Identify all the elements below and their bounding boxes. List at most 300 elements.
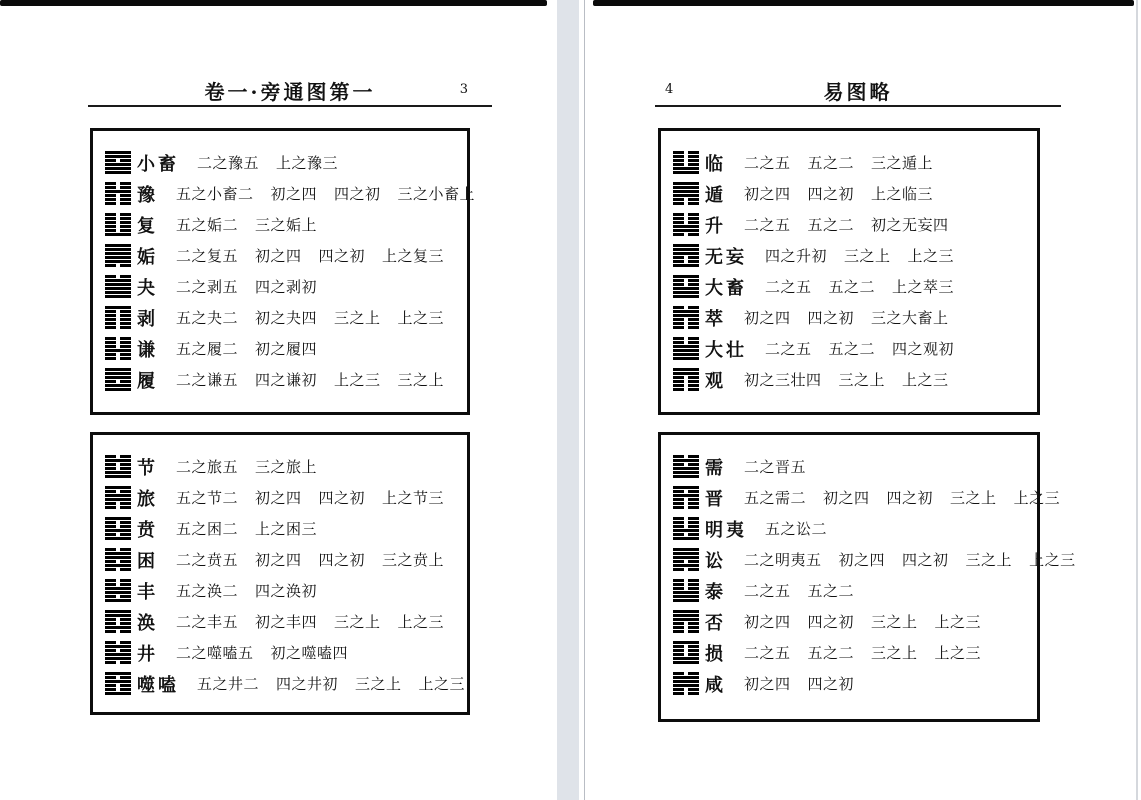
transformation-note: 三之姤上 xyxy=(255,216,318,234)
yin-line xyxy=(673,233,699,236)
table-row xyxy=(105,333,463,364)
transformation-note: 初之四 xyxy=(744,675,791,693)
yang-line xyxy=(105,279,131,282)
transformation-note: 四之初 xyxy=(902,551,949,569)
yin-line xyxy=(105,310,131,313)
transformation-note: 上之三 xyxy=(418,675,466,693)
transformation-notes xyxy=(176,549,444,570)
yin-line xyxy=(105,326,131,329)
hexagram-name: 咸 xyxy=(705,674,726,696)
yin-line xyxy=(673,533,699,536)
yang-line xyxy=(105,459,131,462)
yang-line xyxy=(105,626,131,629)
yin-line xyxy=(105,463,131,466)
yin-line xyxy=(673,502,699,505)
transformation-note: 三之上 xyxy=(871,613,918,631)
transformation-note: 初之四 xyxy=(838,551,886,569)
hexagram-icon xyxy=(105,337,131,360)
yin-line xyxy=(105,217,131,220)
transformation-note: 三之遁上 xyxy=(871,154,934,172)
yang-line xyxy=(673,676,699,679)
table-row xyxy=(105,147,463,178)
yin-line xyxy=(105,322,131,325)
hexagram-name: 旅 xyxy=(137,488,158,510)
yin-line xyxy=(105,380,131,383)
yang-line xyxy=(673,291,699,294)
transformation-note: 四之涣初 xyxy=(255,582,318,600)
yang-line xyxy=(105,692,131,695)
table-row xyxy=(673,668,1033,699)
transformation-note: 三之小畜上 xyxy=(397,185,476,203)
yang-line xyxy=(673,552,699,555)
transformation-note: 二之复五 xyxy=(176,247,239,265)
hexagram-icon xyxy=(673,151,699,174)
transformation-note: 三之旅上 xyxy=(255,458,318,476)
hexagram-name: 明夷 xyxy=(705,519,747,541)
yin-line xyxy=(105,264,131,267)
yang-line xyxy=(673,610,699,613)
hexagram-name: 复 xyxy=(137,215,158,237)
hexagram-name: 噬嗑 xyxy=(137,674,179,696)
yang-line xyxy=(673,194,699,197)
transformation-note: 三之大畜上 xyxy=(871,309,949,327)
yin-line xyxy=(105,688,131,691)
hexagram-name: 观 xyxy=(705,370,726,392)
yin-line xyxy=(105,560,131,563)
transformation-notes xyxy=(765,518,827,539)
yang-line xyxy=(105,283,131,286)
transformation-note: 五之困二 xyxy=(176,520,239,538)
transformation-note: 三之上 xyxy=(397,371,445,389)
yang-line xyxy=(673,353,699,356)
yang-line xyxy=(105,233,131,236)
hexagram-icon xyxy=(673,641,699,664)
page-title: 易图略 xyxy=(823,80,893,104)
transformation-note: 三之上 xyxy=(844,247,891,265)
hexagram-icon xyxy=(673,368,699,391)
yin-line xyxy=(105,595,131,598)
transformation-note: 初之噬嗑四 xyxy=(270,644,349,662)
yin-line xyxy=(673,626,699,629)
yang-line xyxy=(673,287,699,290)
yang-line xyxy=(673,229,699,232)
transformation-note: 三之上 xyxy=(334,309,381,327)
yang-line xyxy=(673,310,699,313)
hexagram-name: 需 xyxy=(705,457,726,479)
yang-line xyxy=(105,190,131,193)
table-row xyxy=(105,606,463,637)
table-row xyxy=(105,513,463,544)
hexagram-name: 萃 xyxy=(705,308,726,330)
transformation-note: 四之初 xyxy=(318,551,366,569)
yang-line xyxy=(673,368,699,371)
hexagram-icon xyxy=(673,275,699,298)
yin-line xyxy=(673,525,699,528)
yin-line xyxy=(105,506,131,509)
table-row xyxy=(105,637,463,668)
hexagram-name: 贲 xyxy=(137,519,158,541)
transformation-note: 五之节二 xyxy=(176,489,239,507)
hexagram-icon xyxy=(673,486,699,509)
yang-line xyxy=(673,556,699,559)
transformation-notes xyxy=(176,456,317,477)
transformation-note: 四之井初 xyxy=(276,675,339,693)
hexagram-icon xyxy=(673,337,699,360)
table-row xyxy=(105,668,466,699)
yang-line xyxy=(105,680,131,683)
yang-line xyxy=(673,252,699,255)
transformation-notes xyxy=(744,214,949,235)
yang-line xyxy=(673,475,699,478)
transformation-note: 初之四 xyxy=(744,185,791,203)
yang-line xyxy=(673,494,699,497)
yang-line xyxy=(673,248,699,251)
transformation-note: 上之困三 xyxy=(255,520,318,538)
yin-line xyxy=(673,649,699,652)
yin-line xyxy=(105,622,131,625)
transformation-note: 初之三壮四 xyxy=(744,371,822,389)
yin-line xyxy=(673,463,699,466)
transformation-notes xyxy=(744,580,854,601)
yin-line xyxy=(105,229,131,232)
hexagram-table xyxy=(658,432,1076,722)
yin-line xyxy=(673,221,699,224)
hexagram-name: 丰 xyxy=(137,581,158,603)
yin-line xyxy=(105,213,131,216)
yang-line xyxy=(105,645,131,648)
transformation-note: 二之贲五 xyxy=(176,551,239,569)
yang-line xyxy=(105,368,131,371)
yin-line xyxy=(105,502,131,505)
transformation-note: 上之三 xyxy=(1029,551,1076,569)
transformation-notes xyxy=(744,642,981,663)
table-row xyxy=(673,271,1033,302)
yang-line xyxy=(673,171,699,174)
page-title: 卷一·旁通图第一 xyxy=(204,80,376,104)
yang-line xyxy=(105,155,131,158)
yang-line xyxy=(673,537,699,540)
hexagram-name: 履 xyxy=(137,370,158,392)
transformation-note: 四之谦初 xyxy=(255,371,318,389)
yang-line xyxy=(673,591,699,594)
transformation-note: 三之上 xyxy=(838,371,886,389)
transformation-note: 五之二 xyxy=(828,340,876,358)
table-row xyxy=(105,302,463,333)
transformation-notes xyxy=(744,369,949,390)
hexagram-name: 遁 xyxy=(705,184,726,206)
hexagram-icon xyxy=(105,151,131,174)
table-row xyxy=(673,209,1033,240)
transformation-note: 三之上 xyxy=(355,675,402,693)
transformation-note: 上之三 xyxy=(397,309,445,327)
yin-line xyxy=(105,353,131,356)
left-page-header xyxy=(88,76,492,102)
yang-line xyxy=(105,256,131,259)
yin-line xyxy=(105,630,131,633)
transformation-note: 二之五 xyxy=(765,278,812,296)
table-row xyxy=(673,606,1033,637)
hexagram-name: 无妄 xyxy=(705,246,747,268)
hexagram-icon xyxy=(673,610,699,633)
hexagram-icon xyxy=(673,213,699,236)
transformation-note: 初之四 xyxy=(823,489,870,507)
yin-line xyxy=(105,225,131,228)
table-row xyxy=(673,333,1033,364)
hexagram-name: 姤 xyxy=(137,246,158,268)
yin-line xyxy=(105,548,131,551)
yang-line xyxy=(673,614,699,617)
yin-line xyxy=(105,186,131,189)
transformation-notes xyxy=(176,276,317,297)
yin-line xyxy=(673,337,699,340)
table-row xyxy=(673,637,1033,668)
hexagram-name: 损 xyxy=(705,643,726,665)
transformation-notes xyxy=(744,487,1060,508)
hexagram-icon xyxy=(673,182,699,205)
transformation-note: 初之履四 xyxy=(255,340,318,358)
yang-line xyxy=(673,295,699,298)
page-gutter-line xyxy=(584,0,585,800)
yin-line xyxy=(673,645,699,648)
hexagram-icon xyxy=(105,548,131,571)
yin-line xyxy=(105,194,131,197)
yang-line xyxy=(673,372,699,375)
hexagram-icon xyxy=(105,455,131,478)
transformation-notes xyxy=(176,611,444,632)
transformation-note: 初之四 xyxy=(744,309,791,327)
transformation-notes xyxy=(176,307,444,328)
transformation-note: 五之涣二 xyxy=(176,582,239,600)
transformation-note: 二之五 xyxy=(765,340,812,358)
hexagram-name: 小畜 xyxy=(137,153,179,175)
hexagram-name: 大壮 xyxy=(705,339,747,361)
transformation-note: 四之升初 xyxy=(765,247,828,265)
table-row xyxy=(673,240,1033,271)
hexagram-name: 大畜 xyxy=(705,277,747,299)
yin-line xyxy=(105,455,131,458)
yin-line xyxy=(105,202,131,205)
yang-line xyxy=(673,467,699,470)
right-page-header xyxy=(655,76,1061,102)
yang-line xyxy=(105,672,131,675)
yin-line xyxy=(105,649,131,652)
yin-line xyxy=(673,672,699,675)
transformation-note: 四之初 xyxy=(807,309,855,327)
hexagram-name: 讼 xyxy=(705,550,726,572)
yang-line xyxy=(105,556,131,559)
yang-line xyxy=(673,459,699,462)
yin-line xyxy=(105,521,131,524)
hexagram-name: 涣 xyxy=(137,612,158,634)
transformation-note: 五之小畜二 xyxy=(176,185,254,203)
yang-line xyxy=(105,287,131,290)
yang-line xyxy=(105,653,131,656)
transformation-note: 上之三 xyxy=(397,613,445,631)
transformation-note: 三之上 xyxy=(950,489,997,507)
yang-line xyxy=(105,372,131,375)
yang-line xyxy=(105,244,131,247)
yin-line xyxy=(673,490,699,493)
transformation-note: 上之豫三 xyxy=(276,154,339,172)
hexagram-icon xyxy=(105,672,131,695)
yin-line xyxy=(105,525,131,528)
hexagram-icon xyxy=(105,368,131,391)
transformation-note: 初之四 xyxy=(270,185,318,203)
hexagram-icon xyxy=(105,486,131,509)
yin-line xyxy=(673,256,699,259)
table-row xyxy=(673,147,1033,178)
transformation-notes xyxy=(744,456,806,477)
transformation-note: 上之临三 xyxy=(871,185,934,203)
right-header-rule xyxy=(655,105,1061,107)
yang-line xyxy=(673,657,699,660)
hexagram-icon xyxy=(105,610,131,633)
yang-line xyxy=(105,591,131,594)
yin-line xyxy=(673,568,699,571)
table-row xyxy=(673,544,1076,575)
yang-line xyxy=(105,252,131,255)
yang-line xyxy=(673,471,699,474)
table-row xyxy=(673,575,1033,606)
yang-line xyxy=(105,291,131,294)
transformation-note: 三之上 xyxy=(334,613,381,631)
yang-line xyxy=(105,498,131,501)
transformation-note: 上之三 xyxy=(907,247,955,265)
yin-line xyxy=(105,579,131,582)
transformation-notes xyxy=(744,549,1076,570)
hexagram-table xyxy=(90,128,476,415)
hexagram-icon xyxy=(673,306,699,329)
yang-line xyxy=(105,486,131,489)
yang-line xyxy=(673,314,699,317)
transformation-note: 五之二 xyxy=(807,216,855,234)
yang-line xyxy=(105,471,131,474)
yang-line xyxy=(105,151,131,154)
yin-line xyxy=(673,384,699,387)
yin-line xyxy=(673,283,699,286)
yang-line xyxy=(105,599,131,602)
yang-line xyxy=(673,684,699,687)
yin-line xyxy=(673,376,699,379)
yin-line xyxy=(673,306,699,309)
yang-line xyxy=(105,260,131,263)
yang-line xyxy=(673,641,699,644)
yang-line xyxy=(105,529,131,532)
yin-line xyxy=(673,163,699,166)
yang-line xyxy=(105,376,131,379)
yin-line xyxy=(673,380,699,383)
yin-line xyxy=(673,688,699,691)
yin-line xyxy=(105,641,131,644)
hexagram-name: 临 xyxy=(705,153,726,175)
yang-line xyxy=(673,618,699,621)
yang-line xyxy=(105,388,131,391)
hexagram-icon xyxy=(105,213,131,236)
transformation-note: 上之三 xyxy=(902,371,949,389)
hexagram-name: 豫 xyxy=(137,184,158,206)
page-number: 4 xyxy=(665,82,674,97)
hexagram-icon xyxy=(105,641,131,664)
transformation-note: 五之二 xyxy=(807,582,855,600)
hexagram-name: 剥 xyxy=(137,308,158,330)
yang-line xyxy=(105,587,131,590)
transformation-note: 四之观初 xyxy=(892,340,955,358)
table-row xyxy=(105,271,463,302)
transformation-note: 五之需二 xyxy=(744,489,807,507)
page-edge-line xyxy=(1136,0,1138,800)
yin-line xyxy=(105,159,131,162)
table-row xyxy=(105,178,476,209)
transformation-note: 二之豫五 xyxy=(197,154,260,172)
hexagram-icon xyxy=(105,306,131,329)
yang-line xyxy=(673,661,699,664)
transformation-note: 三之上 xyxy=(965,551,1013,569)
hexagram-icon xyxy=(673,548,699,571)
yin-line xyxy=(673,455,699,458)
transformation-note: 二之五 xyxy=(744,154,791,172)
page-number: 3 xyxy=(459,82,468,97)
yang-line xyxy=(105,171,131,174)
hexagram-icon xyxy=(673,244,699,267)
transformation-note: 上之复三 xyxy=(382,247,445,265)
yin-line xyxy=(105,318,131,321)
transformation-note: 二之噬嗑五 xyxy=(176,644,254,662)
transformation-note: 四之初 xyxy=(886,489,934,507)
yin-line xyxy=(105,341,131,344)
yang-line xyxy=(105,517,131,520)
yang-line xyxy=(673,680,699,683)
yang-line xyxy=(673,548,699,551)
transformation-notes xyxy=(176,369,444,390)
table-row xyxy=(673,451,1033,482)
yin-line xyxy=(673,279,699,282)
yang-line xyxy=(673,486,699,489)
transformation-note: 上之萃三 xyxy=(892,278,955,296)
yin-line xyxy=(105,490,131,493)
hexagram-name: 晋 xyxy=(705,488,726,510)
yin-line xyxy=(673,341,699,344)
transformation-note: 初之丰四 xyxy=(255,613,318,631)
transformation-notes xyxy=(197,152,338,173)
yang-line xyxy=(673,529,699,532)
yin-line xyxy=(105,345,131,348)
table-row xyxy=(105,364,463,395)
yang-line xyxy=(673,357,699,360)
yang-line xyxy=(673,349,699,352)
hexagram-name: 升 xyxy=(705,215,726,237)
table-row xyxy=(105,544,463,575)
hexagram-icon xyxy=(673,517,699,540)
hexagram-name: 井 xyxy=(137,643,158,665)
yang-line xyxy=(673,225,699,228)
transformation-note: 四之初 xyxy=(807,185,855,203)
yin-line xyxy=(673,326,699,329)
transformation-notes xyxy=(176,580,317,601)
yang-line xyxy=(673,186,699,189)
transformation-note: 上之三 xyxy=(334,371,381,389)
transformation-note: 二之五 xyxy=(744,644,791,662)
table-row xyxy=(105,482,463,513)
yin-line xyxy=(105,198,131,201)
table-row xyxy=(105,240,463,271)
transformation-note: 四之初 xyxy=(334,185,381,203)
yang-line xyxy=(105,494,131,497)
yin-line xyxy=(673,653,699,656)
yin-line xyxy=(105,357,131,360)
yin-line xyxy=(105,221,131,224)
yin-line xyxy=(673,260,699,263)
yang-line xyxy=(673,595,699,598)
